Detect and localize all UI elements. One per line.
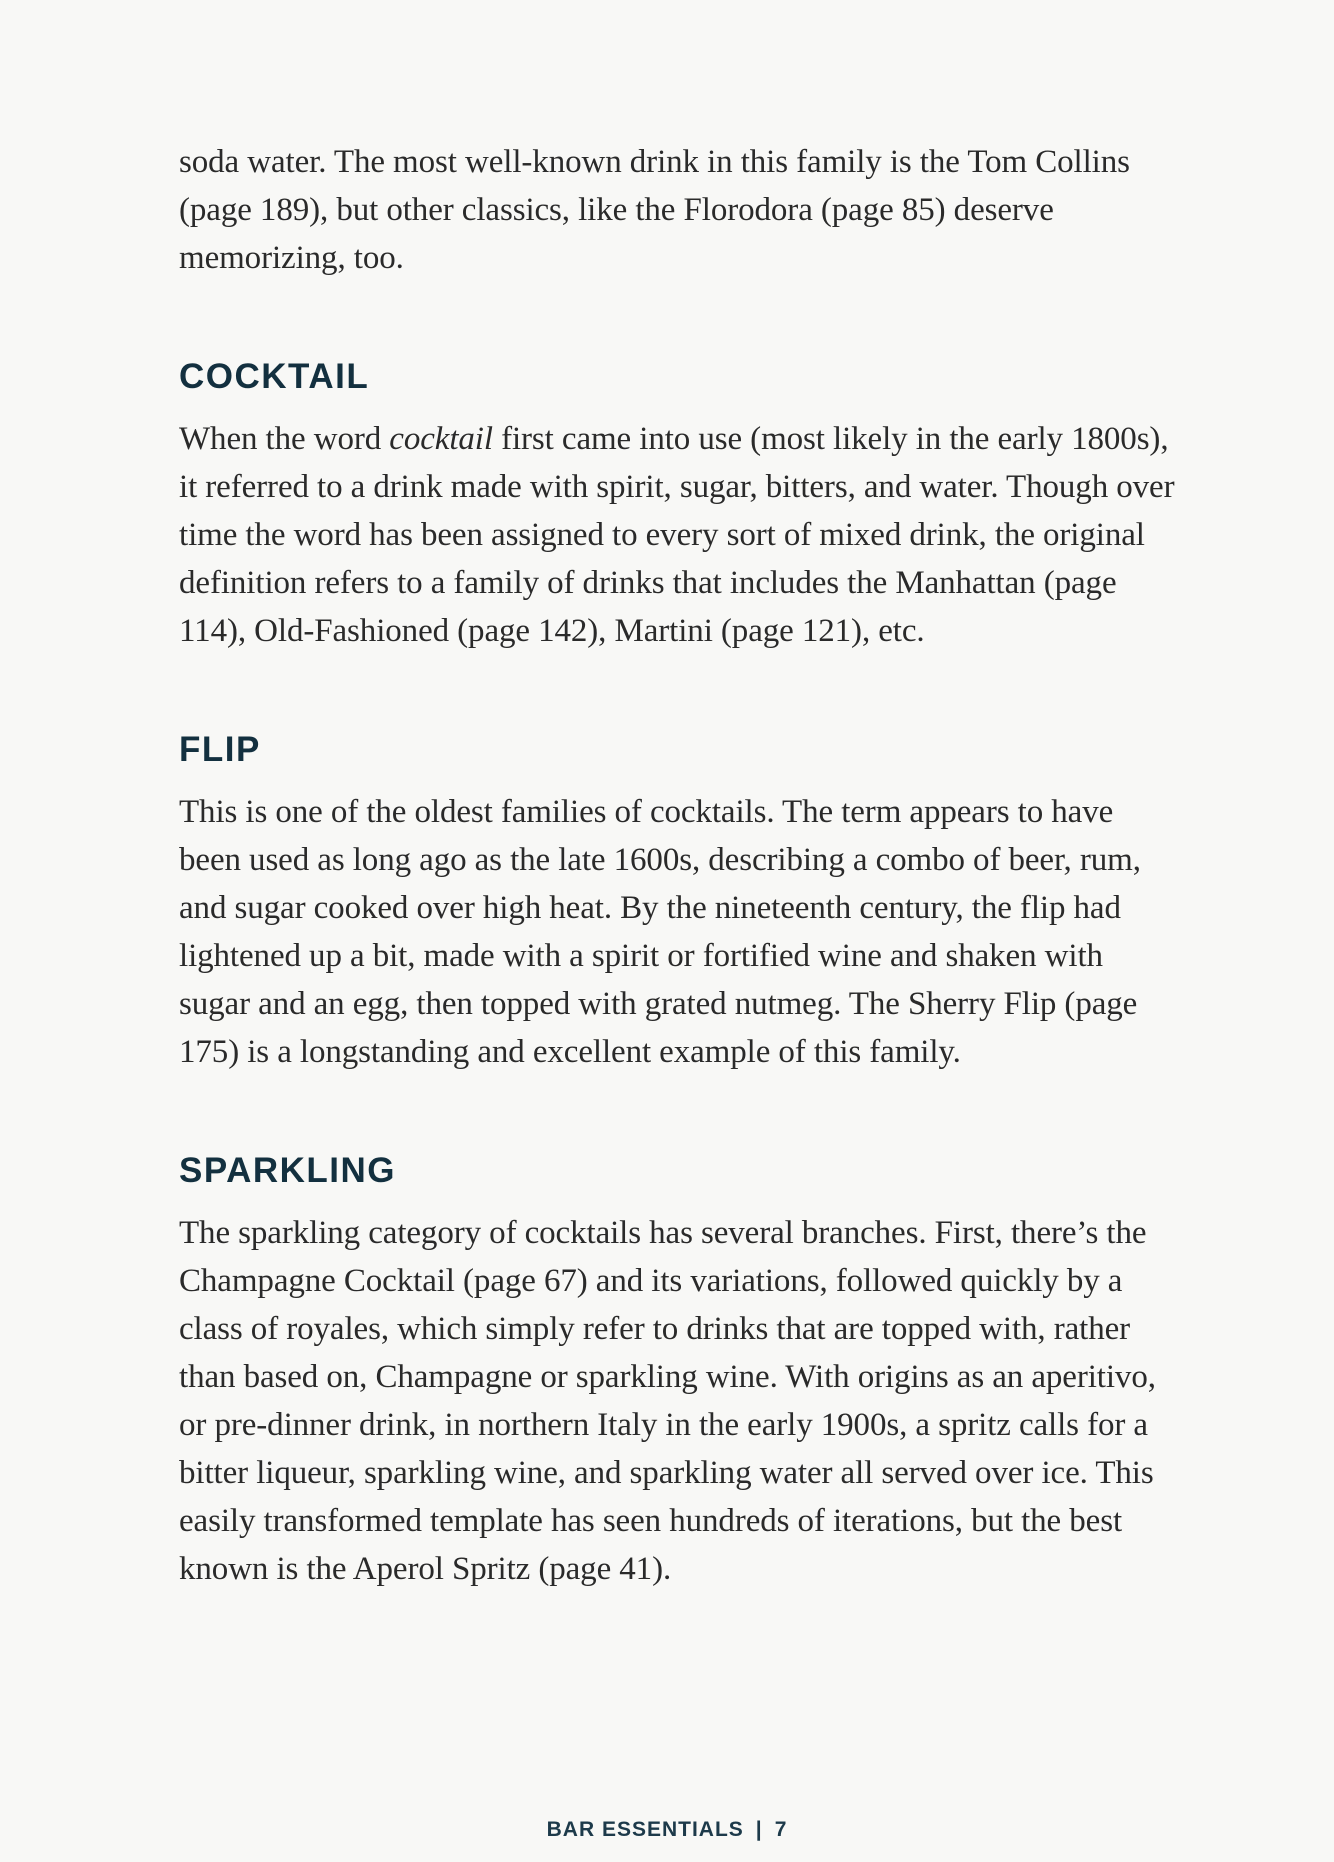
cocktail-paragraph: [179, 415, 1179, 655]
section-heading-cocktail: COCKTAIL: [179, 357, 370, 396]
cocktail-text-after: first came into use (most likely in the early 1800s), it referred to a drink made with spirit, sugar, bitters, and water. Though over time the word has been assigned to every sort of mixed drink, the original definition refers to a family of drinks that includes the Manhattan (page 114), Old-Fashioned (page 142), Martini (page 121), etc.: [179, 421, 1175, 649]
cocktail-emphasis: cocktail: [389, 421, 493, 457]
section-heading-flip: FLIP: [179, 730, 261, 769]
section-cocktail: [179, 357, 1179, 655]
flip-paragraph: This is one of the oldest families of cocktails. The term appears to have been used as long ago as the late 1600s, describing a combo of beer, rum, and sugar cooked over high heat. By the nineteenth century, the flip had lightened up a bit, made with a spirit or fortified wine and shaken with sugar and an egg, then topped with grated nutmeg. The Sherry Flip (page 175) is a longstanding and excellent example of this family.: [179, 794, 1141, 1070]
footer-book-title: BAR ESSENTIALS: [546, 1818, 744, 1841]
section-sparkling: [179, 1151, 1179, 1593]
section-heading-sparkling: SPARKLING: [179, 1151, 397, 1190]
footer-separator: |: [755, 1818, 763, 1841]
sparkling-paragraph: The sparkling category of cocktails has several branches. First, there’s the Champagne Cocktail (page 67) and its variations, followed quickly by a class of royales, which simply refer to drinks that are topped with, rather than based on, Champagne or sparkling wine. With origins as an aperitivo, or pre-dinner drink, in northern Italy in the early 1900s, a spritz calls for a bitter liqueur, sparkling wine, and sparkling water all served over ice. This easily transformed template has seen hundreds of iterations, but the best known is the Aperol Spritz (page 41).: [179, 1215, 1156, 1587]
section-flip: [179, 730, 1179, 1076]
page-footer: [0, 1818, 1334, 1842]
footer-page-number: 7: [774, 1818, 788, 1841]
cocktail-text-before: When the word: [179, 421, 390, 457]
intro-paragraph: soda water. The most well-known drink in this family is the Tom Collins (page 189), but other classics, like the Florodora (page 85) deserve memorizing, too.: [179, 144, 1130, 276]
page-content: [179, 138, 1179, 1593]
